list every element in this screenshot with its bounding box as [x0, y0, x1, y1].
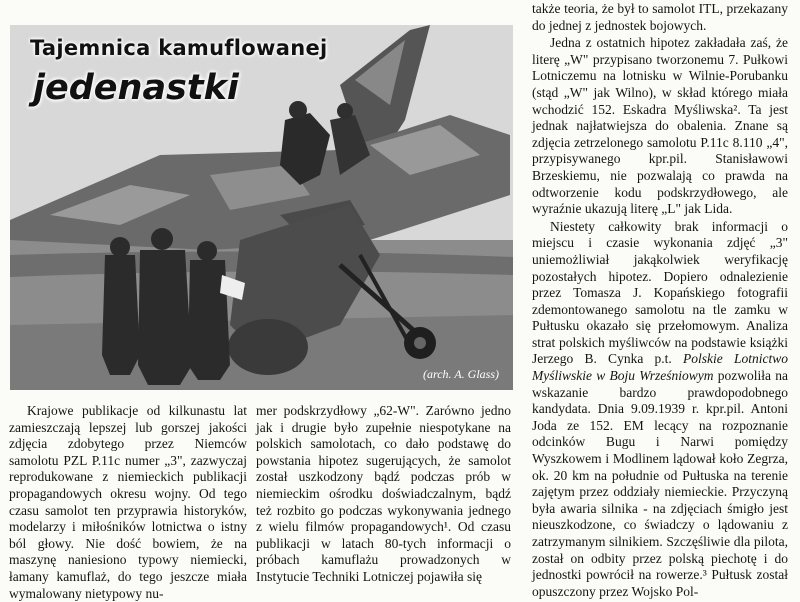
paragraph-text: pozwoliła na wskazanie bardzo prawdopodobnego kandydata. Dnia 9.09.1939 r. kpr.pil. Antoni Joda ze 152. EM lecący na rozpoznanie odcinków Bugu i Narwi pomiędzy Wyszkowem i Modlinem lądował koło Zegrza, ok. 20 km na południe od Pułtuska na terenie zajętym przez oddziały niemieckie. Przyczyną była awaria silnika - na zdjęciach śmigło jest nieuszkodzone, co świadczy o lądowaniu z zatrzymanym silnikiem. Szczęśliwie dla pilota, został on odbity przez polską piechotę i do jednostki powrócił na rowerze.³ Pułtusk został opuszczony przez Wojsko Pol-: [532, 368, 788, 599]
paragraph: Jedna z ostatnich hipotez zakładała zaś, że literę „W" przypisano tworzonemu 7. Pułkowi Lotniczemu na lotnisku w Wilnie-Porubanku (stąd „W" jak Wilno), w skład którego miała wchodzić 152. Eskadra Myśliwska². Ta jest jednak najłatwiejsza do obalenia. Znane są zdjęcia zetrzelonego samolotu P.11c 8.110 „4", przypisywanego kpr.pil. Stanisławowi Brzeskiemu, nie pozwalają co prawda na odtworzenie kodu podskrzydłowego, ale wyraźnie ukazują literę „L" jak Lida.: [532, 35, 788, 217]
book-title: Polskie Lotnictwo Myśliwskie w Boju Wrześniowym: [532, 351, 788, 384]
article-title-line1: Tajemnica kamuflowanej: [30, 36, 328, 60]
paragraph-text: Niestety całkowity brak informacji o miejscu i czasie wykonania zdjęć „3" uniemożliwiał jakąkolwiek weryfikację pozostałych hipotez. Dopiero odnalezienie przez Tomasza J. Kopańskiego fotografii zdemontowanego samolotu na tle zamku w Pułtusku okazało się przełomowym. Analiza strat polskich myśliwców na podstawie książki Jerzego B. Cynka p.t.: [532, 218, 788, 367]
paragraph: także teoria, że był to samolot ITL, przekazany do jednej z jednostek bojowych.: [532, 1, 788, 33]
article-title-line2: jedenastki: [33, 68, 239, 108]
photo-caption: (arch. A. Glass): [423, 367, 499, 381]
text-column-2: [256, 403, 511, 586]
text-column-3: [532, 0, 788, 600]
paragraph: Krajowe publikacje od kilkunastu lat zamieszczają lepszej lub gorszej jakości zdjęcia zdobytego przez Niemców samolotu PZL P.11c numer „3", zazwyczaj reprodukowane z niemieckich publikacji propagandowych okresu wojny. Od tego czasu samolot ten przyprawia historyków, modelarzy i miłośników lotnictwa o istny ból głowy. Nie dość bowiem, że na maszynę naniesiono typowy niemiecki, łamany kamuflaż, do tego jeszcze miała wymalowany nietypowy nu-: [9, 403, 247, 601]
text-column-1: [9, 403, 247, 602]
paragraph: [532, 219, 788, 601]
paragraph: mer podskrzydłowy „62-W". Zarówno jedno jak i drugie było zupełnie niespotykane na polskich samolotach, co dało podstawę do powstania hipotez sugerujących, że samolot został uszkodzony bądź podczas prób w niemieckim ośrodku doświadczalnym, bądź też rozbito go podczas wykonywania jednego z wielu filmów propagandowych¹. Od czasu publikacji w latach 80-tych informacji o próbach kamuflażu prowadzonych w Instytucie Techniki Lotniczej pojawiła się: [256, 403, 511, 584]
